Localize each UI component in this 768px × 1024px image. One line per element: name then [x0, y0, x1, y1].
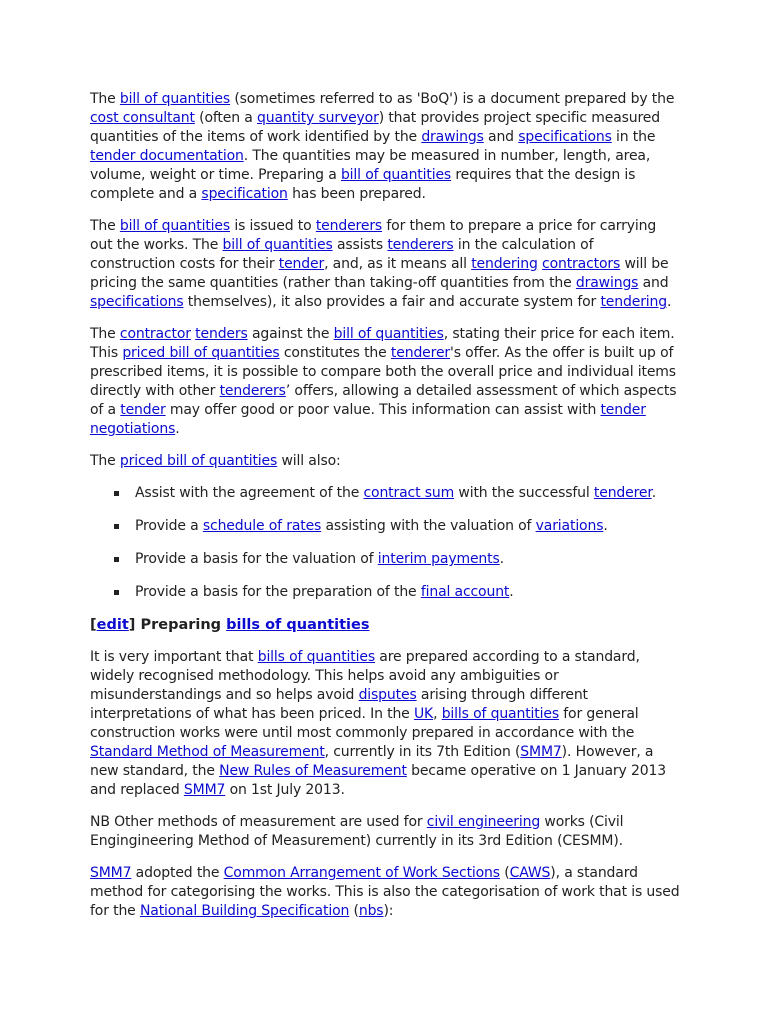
link-tendering[interactable]: tendering	[600, 294, 667, 310]
text-run: Provide a	[135, 518, 203, 534]
link-final-account[interactable]: final account	[420, 584, 510, 600]
link-tender[interactable]: tender	[278, 256, 325, 272]
text-run: Assist with the agreement of the	[135, 485, 364, 501]
heading-prefix: Preparing	[135, 617, 227, 633]
text-run: , currently in its 7th Edition (	[324, 744, 521, 760]
text-run: It is very important that	[90, 649, 258, 665]
text-run: (often a	[194, 110, 257, 126]
text-run: ). However, a new standard, the	[90, 744, 654, 779]
edit-link[interactable]: edit	[96, 617, 129, 633]
text-run: on 1st July 2013.	[225, 782, 345, 798]
text-run: will also:	[277, 453, 341, 469]
list-item	[112, 484, 680, 503]
text-run: ’ offers, allowing a detailed assessment of which aspects of a	[90, 383, 677, 418]
link-smm7[interactable]: SMM7	[90, 865, 132, 881]
link-bills-of-quantities[interactable]: bills of quantities	[441, 706, 559, 722]
text-run: assists	[332, 237, 388, 253]
link-bill-of-quantities[interactable]: bill of quantities	[119, 91, 231, 107]
link-interim-payments[interactable]: interim payments	[377, 551, 500, 567]
link-priced-bill-of-quantities[interactable]: priced bill of quantities	[119, 453, 278, 469]
link-drawings[interactable]: drawings	[421, 129, 484, 145]
heading-link-bills-of-quantities[interactable]: bills of quantities	[226, 617, 370, 633]
heading-bracket-close: ]	[128, 617, 136, 633]
text-run: (	[499, 865, 510, 881]
text-run: may offer good or poor value. This information can assist with	[165, 402, 601, 418]
link-common-arrangement-of-work-sections[interactable]: Common Arrangement of Work Sections	[223, 865, 500, 881]
link-bills-of-quantities[interactable]: bills of quantities	[257, 649, 375, 665]
link-tenderers[interactable]: tenderers	[315, 218, 383, 234]
text-run: in the calculation of construction costs for their	[90, 237, 594, 272]
link-specifications[interactable]: specifications	[90, 294, 184, 310]
text-run: in the	[611, 129, 656, 145]
text-run: .	[667, 294, 672, 310]
list-item	[112, 517, 680, 536]
link-caws[interactable]: CAWS	[509, 865, 551, 881]
link-contractors[interactable]: contractors	[542, 256, 621, 272]
intro-section	[90, 90, 680, 602]
link-national-building-specification[interactable]: National Building Specification	[139, 903, 350, 919]
link-tendering[interactable]: tendering	[471, 256, 538, 272]
text-run: , and, as it means all	[324, 256, 472, 272]
heading-bracket-open: [	[90, 617, 97, 633]
text-run: , stating their price for each item. This	[90, 326, 675, 361]
paragraph-will-also	[90, 452, 680, 471]
link-priced-bill-of-quantities[interactable]: priced bill of quantities	[122, 345, 280, 361]
paragraph-intro	[90, 90, 680, 204]
link-contractor[interactable]: contractor	[119, 326, 191, 342]
link-bill-of-quantities[interactable]: bill of quantities	[333, 326, 444, 342]
text-run: against the	[247, 326, 334, 342]
list-item	[112, 550, 680, 569]
text-run: Provide a basis for the preparation of the	[135, 584, 421, 600]
paragraph-issued-to-tenderers	[90, 217, 680, 312]
paragraph-standard-methodology	[90, 648, 680, 800]
text-run: The	[90, 453, 120, 469]
paragraph-caws	[90, 864, 680, 921]
text-run: ):	[383, 903, 394, 919]
text-run: .	[499, 551, 504, 567]
bullet-list	[90, 484, 680, 602]
link-tender-negotiations[interactable]: tender negotiations	[90, 402, 646, 437]
text-run: for general construction works were until most commonly prepared in accordance with the	[90, 706, 639, 741]
text-run: .	[651, 485, 657, 501]
link-quantity-surveyor[interactable]: quantity surveyor	[257, 110, 379, 126]
link-uk[interactable]: UK	[413, 706, 434, 722]
text-run: 's offer. As the offer is built up of prescribed items, it is possible to compare both the overall price and individual items directly with other	[90, 345, 676, 399]
preparing-section	[90, 648, 680, 921]
paragraph-contractor-tenders	[90, 325, 680, 439]
text-run: (sometimes referred to as 'BoQ') is a document prepared by the	[230, 91, 675, 107]
text-run: adopted the	[131, 865, 224, 881]
text-run: The	[90, 218, 120, 234]
link-contract-sum[interactable]: contract sum	[363, 485, 455, 501]
link-smm7[interactable]: SMM7	[520, 744, 562, 760]
link-tenderer[interactable]: tenderer	[593, 485, 652, 501]
text-run: .	[603, 518, 608, 534]
text-run: with the successful	[454, 485, 594, 501]
link-tenderer[interactable]: tenderer	[390, 345, 451, 361]
text-run: for them to prepare a price for carrying out the works. The	[90, 218, 657, 253]
text-run: and	[638, 275, 669, 291]
link-new-rules-of-measurement[interactable]: New Rules of Measurement	[219, 763, 407, 779]
text-run: . The quantities may be measured in number, length, area, volume, weight or time. Preparing a	[90, 148, 651, 183]
link-schedule-of-rates[interactable]: schedule of rates	[202, 518, 322, 534]
text-run: will be pricing the same quantities (rather than taking-off quantities from the	[90, 256, 669, 291]
link-specification[interactable]: specification	[201, 186, 288, 202]
link-tender[interactable]: tender	[120, 402, 166, 418]
link-tenders[interactable]: tenders	[195, 326, 248, 342]
link-bill-of-quantities[interactable]: bill of quantities	[340, 167, 452, 183]
list-item	[112, 583, 680, 602]
text-run: became operative on 1 January 2013 and replaced	[90, 763, 667, 798]
text-run: arising through different interpretations of what has been priced. In the	[90, 687, 588, 722]
text-run: and	[483, 129, 519, 145]
link-bill-of-quantities[interactable]: bill of quantities	[119, 218, 231, 234]
paragraph-civil-engineering	[90, 813, 680, 851]
link-standard-method-of-measurement[interactable]: Standard Method of Measurement	[90, 744, 325, 760]
text-run: constitutes the	[279, 345, 391, 361]
link-tenderers[interactable]: tenderers	[219, 383, 286, 399]
text-run: ,	[433, 706, 442, 722]
text-run: .	[509, 584, 514, 600]
text-run: .	[175, 421, 180, 437]
text-run: Provide a basis for the valuation of	[135, 551, 378, 567]
text-run: ) that provides project specific measured quantities of the items of work identified by the	[90, 110, 660, 145]
text-run: NB Other methods of measurement are used for	[90, 814, 427, 830]
link-cost-consultant[interactable]: cost consultant	[90, 110, 195, 126]
section-heading	[90, 616, 680, 635]
text-run: assisting with the valuation of	[321, 518, 536, 534]
link-tender-documentation[interactable]: tender documentation	[90, 148, 244, 164]
link-tenderers[interactable]: tenderers	[387, 237, 454, 253]
text-run: are prepared according to a standard, widely recognised methodology. This helps avoid any ambiguities or misunderstandings and so helps avoid	[90, 649, 640, 703]
link-smm7[interactable]: SMM7	[183, 782, 226, 798]
text-run: is issued to	[230, 218, 316, 234]
text-run: has been prepared.	[287, 186, 426, 202]
link-bill-of-quantities[interactable]: bill of quantities	[222, 237, 333, 253]
text-run: The	[90, 91, 120, 107]
link-variations[interactable]: variations	[535, 518, 604, 534]
text-run: themselves), it also provides a fair and accurate system for	[183, 294, 601, 310]
link-disputes[interactable]: disputes	[358, 687, 417, 703]
link-civil-engineering[interactable]: civil engineering	[426, 814, 541, 830]
text-run: The	[90, 326, 120, 342]
link-specifications[interactable]: specifications	[518, 129, 612, 145]
link-drawings[interactable]: drawings	[575, 275, 639, 291]
link-nbs[interactable]: nbs	[358, 903, 384, 919]
text-run: works (Civil Engingineering Method of Measurement) currently in its 3rd Edition (CESMM).	[90, 814, 624, 849]
text-run: requires that the design is complete and a	[90, 167, 636, 202]
text-run: (	[349, 903, 359, 919]
text-run: ), a standard method for categorising the works. This is also the categorisation of work that is used for the	[90, 865, 680, 919]
